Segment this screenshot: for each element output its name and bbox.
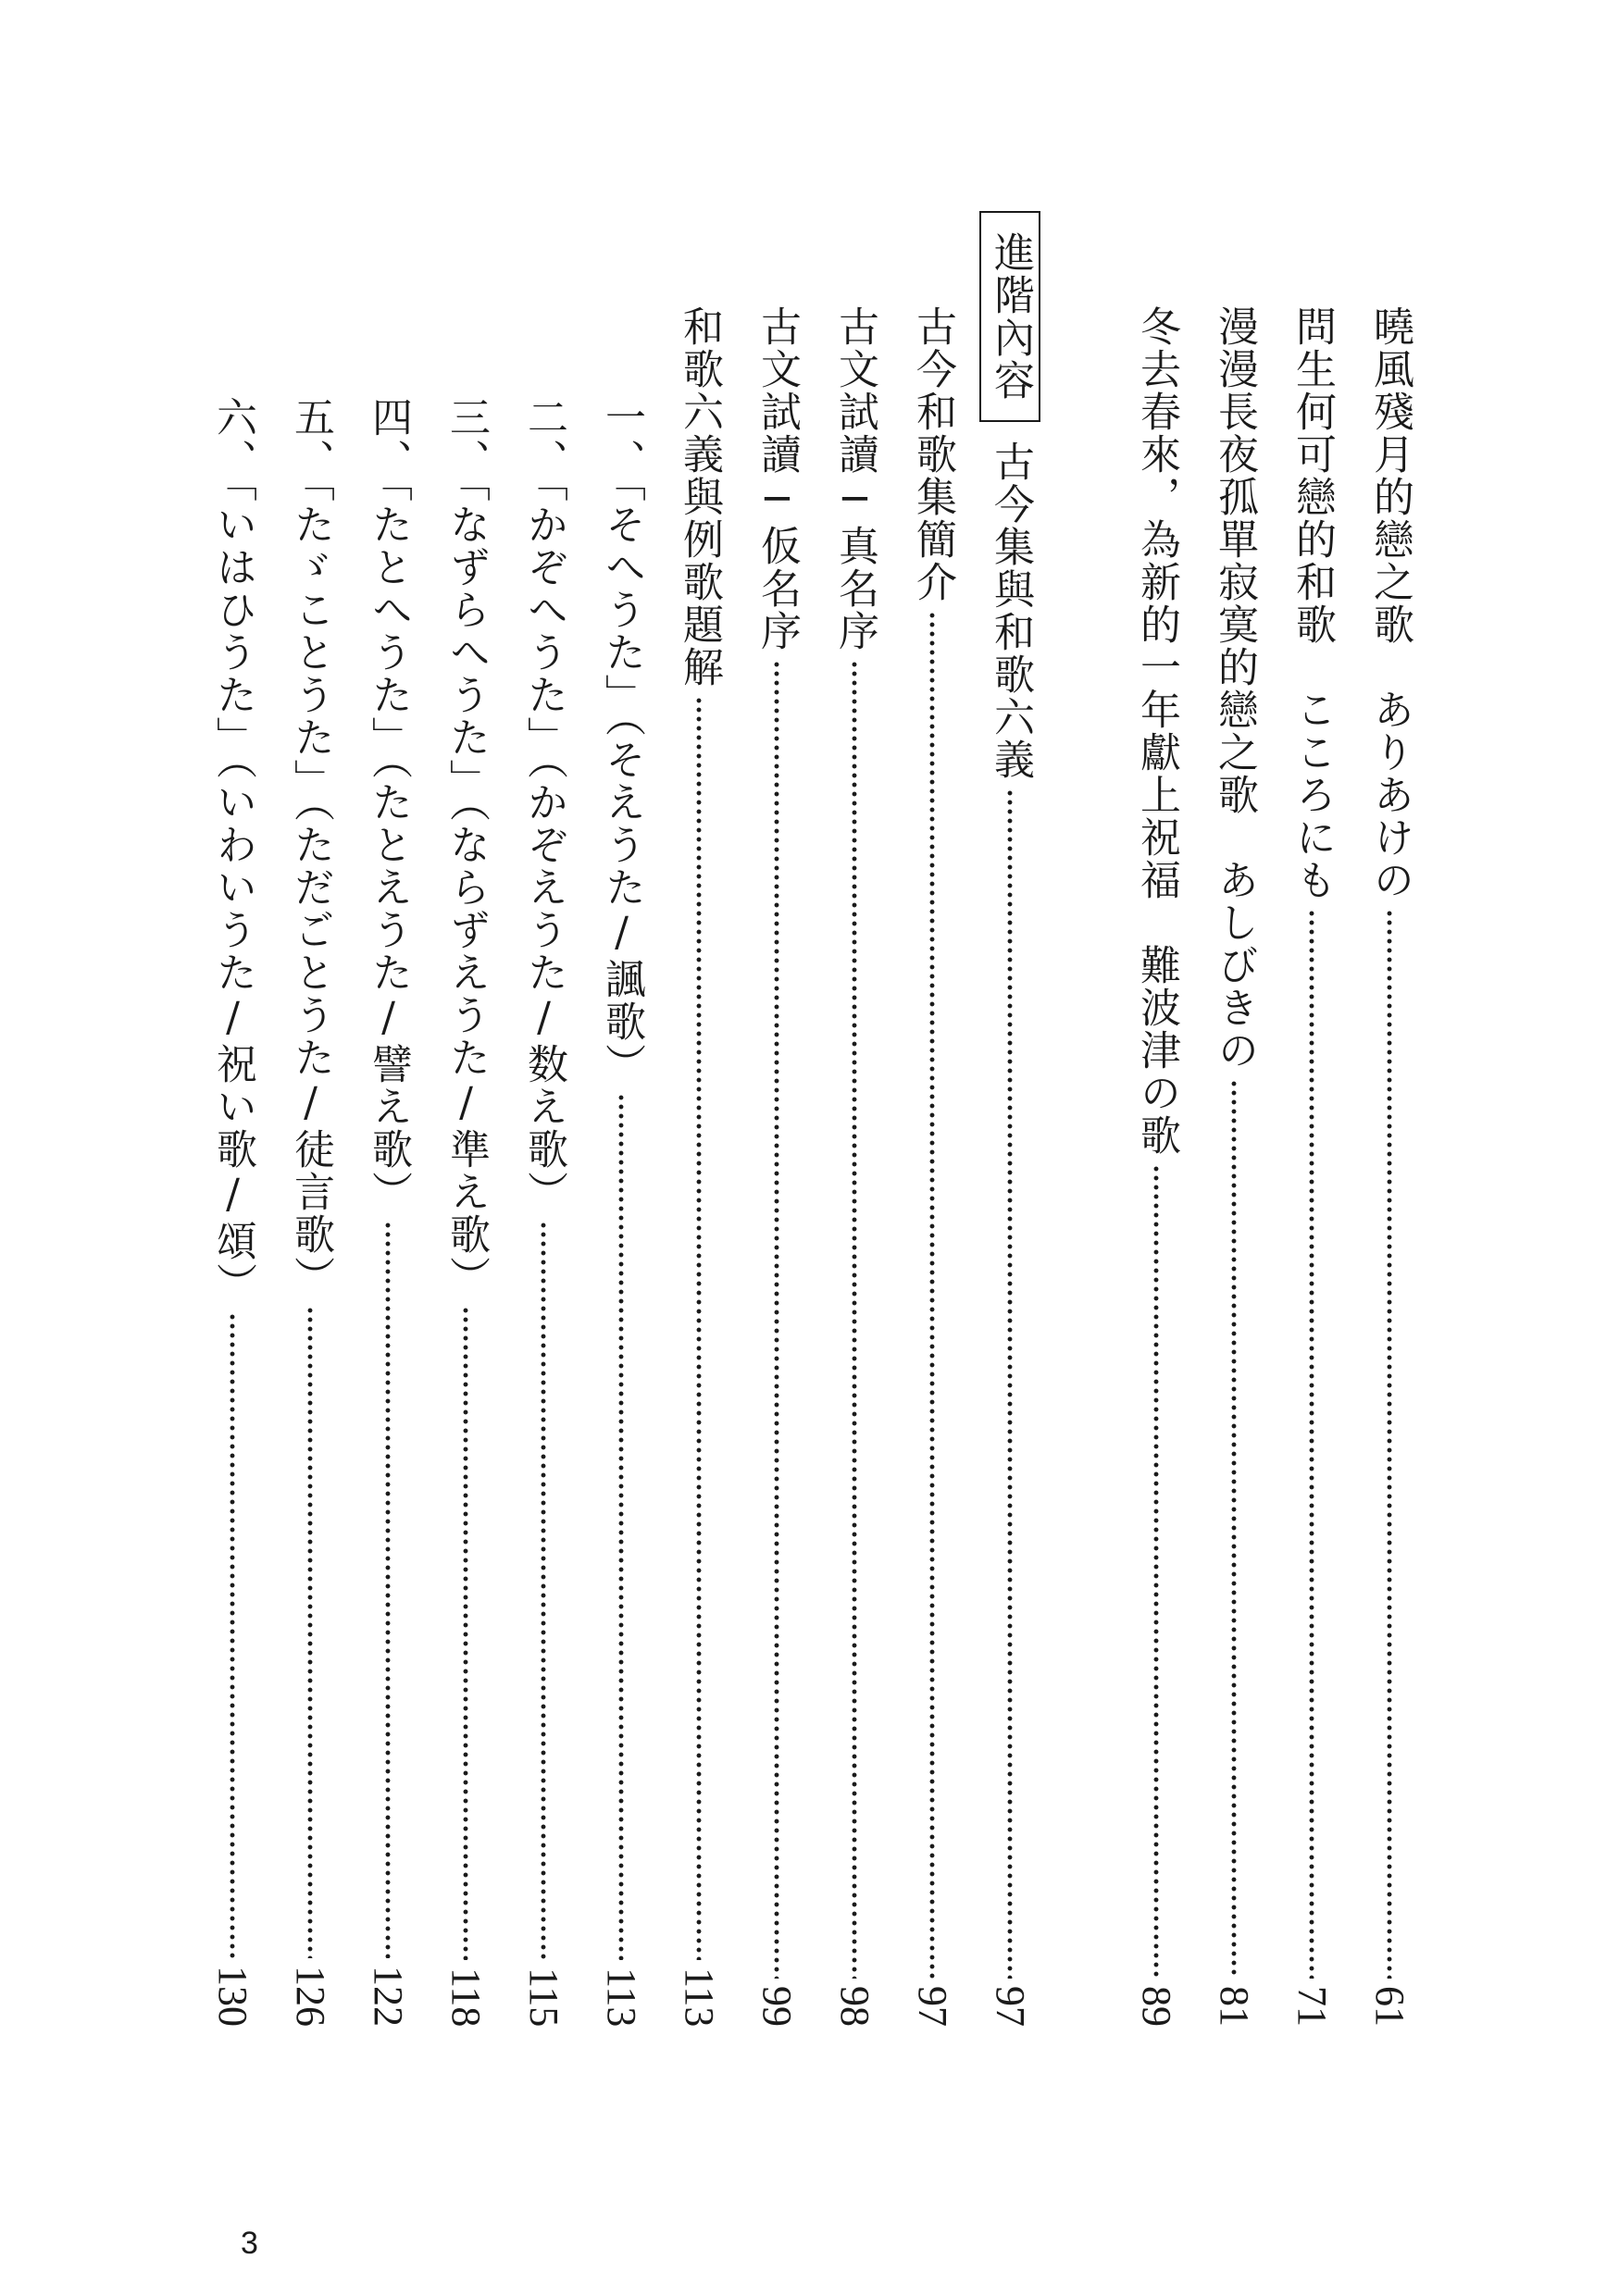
entry-title: 古今集與和歌六義 — [987, 441, 1034, 781]
dot-leader — [852, 660, 857, 1979]
toc-entry[interactable] — [281, 396, 339, 2027]
dot-leader — [929, 611, 935, 1979]
dot-leader — [1007, 788, 1013, 1979]
entry-title: 五、「たゞことうた」（ただごとうた/徒言歌） — [287, 396, 334, 1298]
toc-entry[interactable] — [1205, 305, 1263, 2027]
entry-page: 118 — [443, 1967, 489, 2027]
entry-page: 97 — [910, 1986, 955, 2027]
entry-title: 二、「かぞへうた」（かぞえうた/数え歌） — [520, 396, 567, 1213]
dot-leader — [541, 1221, 546, 1960]
toc-entry[interactable] — [903, 305, 961, 2027]
toc-entry[interactable] — [826, 305, 883, 2027]
entry-title: 冬去春來，為新的一年獻上祝福 難波津の歌 — [1133, 305, 1180, 1157]
dot-leader — [385, 1221, 391, 1958]
entry-page: 126 — [288, 1966, 333, 2027]
entry-page: 81 — [1212, 1986, 1257, 2027]
section-label-box: 進階內容 — [979, 211, 1040, 422]
entry-page: 98 — [832, 1986, 878, 2027]
entry-page: 115 — [521, 1967, 567, 2027]
dot-leader — [696, 696, 702, 1960]
entry-title: 六、「いはひうた」（いわいうた/祝い歌/頌） — [209, 396, 256, 1305]
dot-leader — [230, 1312, 235, 1958]
dot-leader — [1153, 1164, 1159, 1979]
toc-entry[interactable] — [1283, 305, 1340, 2027]
toc-entry[interactable] — [1361, 305, 1418, 2027]
toc-entry[interactable] — [359, 396, 417, 2027]
entry-title: 一、「そへうた」（そえうた/諷歌） — [598, 396, 645, 1086]
entry-title: 古文試讀─仮名序 — [753, 305, 801, 652]
entry-page: 97 — [988, 1986, 1033, 2027]
dot-leader — [307, 1306, 313, 1958]
entry-title: 四、「たとへうた」（たとえうた/譬え歌） — [365, 396, 412, 1213]
entry-title: 問生何可戀的和歌 こころにも — [1289, 305, 1336, 901]
entry-title: 和歌六義與例歌題解 — [676, 305, 723, 689]
entry-title: 三、「なずらへうた」（ならずえうた/準え歌） — [442, 396, 490, 1298]
dot-leader — [774, 660, 779, 1979]
dot-leader — [463, 1306, 468, 1960]
entry-page: 61 — [1367, 1986, 1413, 2027]
dot-leader — [1309, 909, 1314, 1979]
toc-entry[interactable] — [981, 441, 1039, 2027]
toc-entry[interactable] — [515, 396, 572, 2027]
entry-page: 122 — [366, 1966, 411, 2027]
entry-page: 113 — [677, 1967, 722, 2027]
entry-title: 曉風殘月的戀之歌 ありあけの — [1366, 305, 1414, 901]
entry-title: 古今和歌集簡介 — [909, 305, 956, 603]
dot-leader — [1231, 1079, 1237, 1979]
toc-entry[interactable] — [748, 305, 805, 2027]
dot-leader — [618, 1093, 624, 1960]
toc-entry[interactable] — [1127, 305, 1185, 2027]
toc-entry[interactable] — [592, 396, 650, 2027]
page-number: 3 — [241, 2226, 258, 2261]
dot-leader — [1387, 909, 1392, 1979]
entry-page: 130 — [210, 1966, 255, 2027]
toc-entry[interactable] — [204, 396, 261, 2027]
entry-page: 99 — [754, 1986, 800, 2027]
entry-page: 89 — [1134, 1986, 1179, 2027]
toc-entry[interactable] — [437, 396, 494, 2027]
entry-title: 漫漫長夜孤單寂寞的戀之歌 あしびきの — [1211, 305, 1258, 1072]
entry-page: 113 — [599, 1967, 644, 2027]
entry-title: 古文試讀─真名序 — [831, 305, 878, 652]
entry-page: 71 — [1289, 1986, 1335, 2027]
toc-entry[interactable] — [670, 305, 728, 2027]
